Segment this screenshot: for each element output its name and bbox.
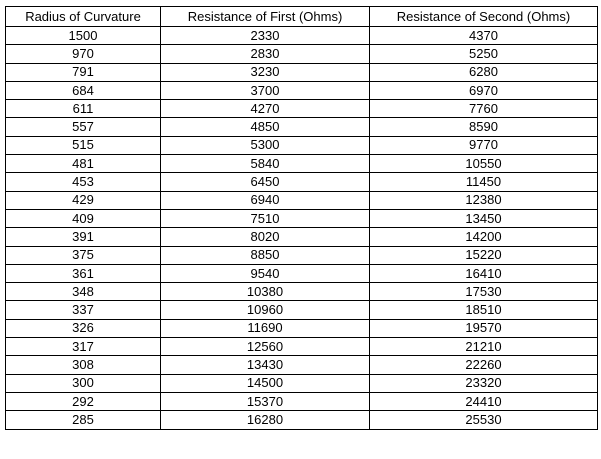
cell-radius: 453 bbox=[6, 173, 161, 191]
cell-radius: 611 bbox=[6, 100, 161, 118]
table-row bbox=[6, 136, 598, 154]
cell-resistance-second: 12380 bbox=[370, 191, 598, 209]
table-row bbox=[6, 45, 598, 63]
cell-radius: 375 bbox=[6, 246, 161, 264]
cell-radius: 300 bbox=[6, 374, 161, 392]
cell-resistance-second: 9770 bbox=[370, 136, 598, 154]
cell-resistance-second: 24410 bbox=[370, 392, 598, 410]
table-row bbox=[6, 411, 598, 429]
cell-radius: 409 bbox=[6, 209, 161, 227]
cell-resistance-second: 23320 bbox=[370, 374, 598, 392]
table-row bbox=[6, 264, 598, 282]
cell-resistance-first: 5300 bbox=[161, 136, 370, 154]
cell-resistance-first: 6940 bbox=[161, 191, 370, 209]
cell-radius: 429 bbox=[6, 191, 161, 209]
cell-resistance-second: 17530 bbox=[370, 283, 598, 301]
cell-radius: 326 bbox=[6, 319, 161, 337]
table-row bbox=[6, 374, 598, 392]
cell-resistance-first: 7510 bbox=[161, 209, 370, 227]
table-row bbox=[6, 155, 598, 173]
cell-resistance-second: 16410 bbox=[370, 264, 598, 282]
cell-resistance-first: 12560 bbox=[161, 338, 370, 356]
cell-resistance-first: 2330 bbox=[161, 27, 370, 45]
cell-resistance-second: 5250 bbox=[370, 45, 598, 63]
cell-radius: 337 bbox=[6, 301, 161, 319]
table-row bbox=[6, 228, 598, 246]
cell-resistance-first: 10960 bbox=[161, 301, 370, 319]
cell-radius: 317 bbox=[6, 338, 161, 356]
cell-radius: 308 bbox=[6, 356, 161, 374]
spreadsheet-area bbox=[5, 6, 598, 430]
cell-radius: 970 bbox=[6, 45, 161, 63]
table-body bbox=[6, 27, 598, 430]
table-row bbox=[6, 246, 598, 264]
cell-resistance-first: 14500 bbox=[161, 374, 370, 392]
cell-radius: 391 bbox=[6, 228, 161, 246]
cell-radius: 515 bbox=[6, 136, 161, 154]
cell-resistance-second: 6280 bbox=[370, 63, 598, 81]
cell-resistance-second: 6970 bbox=[370, 81, 598, 99]
cell-resistance-first: 16280 bbox=[161, 411, 370, 429]
cell-resistance-second: 4370 bbox=[370, 27, 598, 45]
cell-radius: 557 bbox=[6, 118, 161, 136]
table-row bbox=[6, 81, 598, 99]
cell-resistance-first: 9540 bbox=[161, 264, 370, 282]
header-row bbox=[6, 7, 598, 27]
cell-resistance-first: 5840 bbox=[161, 155, 370, 173]
data-table bbox=[5, 6, 598, 430]
cell-resistance-second: 13450 bbox=[370, 209, 598, 227]
header-resistance-of-first: Resistance of First (Ohms) bbox=[161, 7, 370, 27]
cell-resistance-second: 19570 bbox=[370, 319, 598, 337]
cell-resistance-first: 3230 bbox=[161, 63, 370, 81]
cell-resistance-second: 15220 bbox=[370, 246, 598, 264]
cell-resistance-first: 15370 bbox=[161, 392, 370, 410]
cell-resistance-first: 4270 bbox=[161, 100, 370, 118]
cell-resistance-second: 21210 bbox=[370, 338, 598, 356]
cell-radius: 292 bbox=[6, 392, 161, 410]
cell-resistance-second: 7760 bbox=[370, 100, 598, 118]
table-row bbox=[6, 338, 598, 356]
cell-resistance-first: 8020 bbox=[161, 228, 370, 246]
cell-resistance-first: 2830 bbox=[161, 45, 370, 63]
table-row bbox=[6, 319, 598, 337]
table-row bbox=[6, 301, 598, 319]
header-radius-of-curvature: Radius of Curvature bbox=[6, 7, 161, 27]
table-row bbox=[6, 63, 598, 81]
cell-resistance-first: 11690 bbox=[161, 319, 370, 337]
cell-resistance-first: 8850 bbox=[161, 246, 370, 264]
cell-resistance-second: 22260 bbox=[370, 356, 598, 374]
header-resistance-of-second: Resistance of Second (Ohms) bbox=[370, 7, 598, 27]
table-row bbox=[6, 356, 598, 374]
table-row bbox=[6, 283, 598, 301]
cell-resistance-second: 14200 bbox=[370, 228, 598, 246]
cell-resistance-first: 13430 bbox=[161, 356, 370, 374]
cell-resistance-second: 10550 bbox=[370, 155, 598, 173]
table-row bbox=[6, 100, 598, 118]
cell-radius: 285 bbox=[6, 411, 161, 429]
cell-radius: 348 bbox=[6, 283, 161, 301]
cell-radius: 1500 bbox=[6, 27, 161, 45]
cell-resistance-first: 4850 bbox=[161, 118, 370, 136]
table-row bbox=[6, 191, 598, 209]
cell-radius: 684 bbox=[6, 81, 161, 99]
table-row bbox=[6, 173, 598, 191]
table-row bbox=[6, 118, 598, 136]
cell-radius: 481 bbox=[6, 155, 161, 173]
cell-resistance-second: 25530 bbox=[370, 411, 598, 429]
cell-radius: 361 bbox=[6, 264, 161, 282]
cell-resistance-second: 11450 bbox=[370, 173, 598, 191]
cell-resistance-first: 10380 bbox=[161, 283, 370, 301]
cell-resistance-first: 6450 bbox=[161, 173, 370, 191]
cell-resistance-second: 8590 bbox=[370, 118, 598, 136]
table-row bbox=[6, 209, 598, 227]
cell-resistance-first: 3700 bbox=[161, 81, 370, 99]
cell-radius: 791 bbox=[6, 63, 161, 81]
table-row bbox=[6, 27, 598, 45]
cell-resistance-second: 18510 bbox=[370, 301, 598, 319]
table-row bbox=[6, 392, 598, 410]
